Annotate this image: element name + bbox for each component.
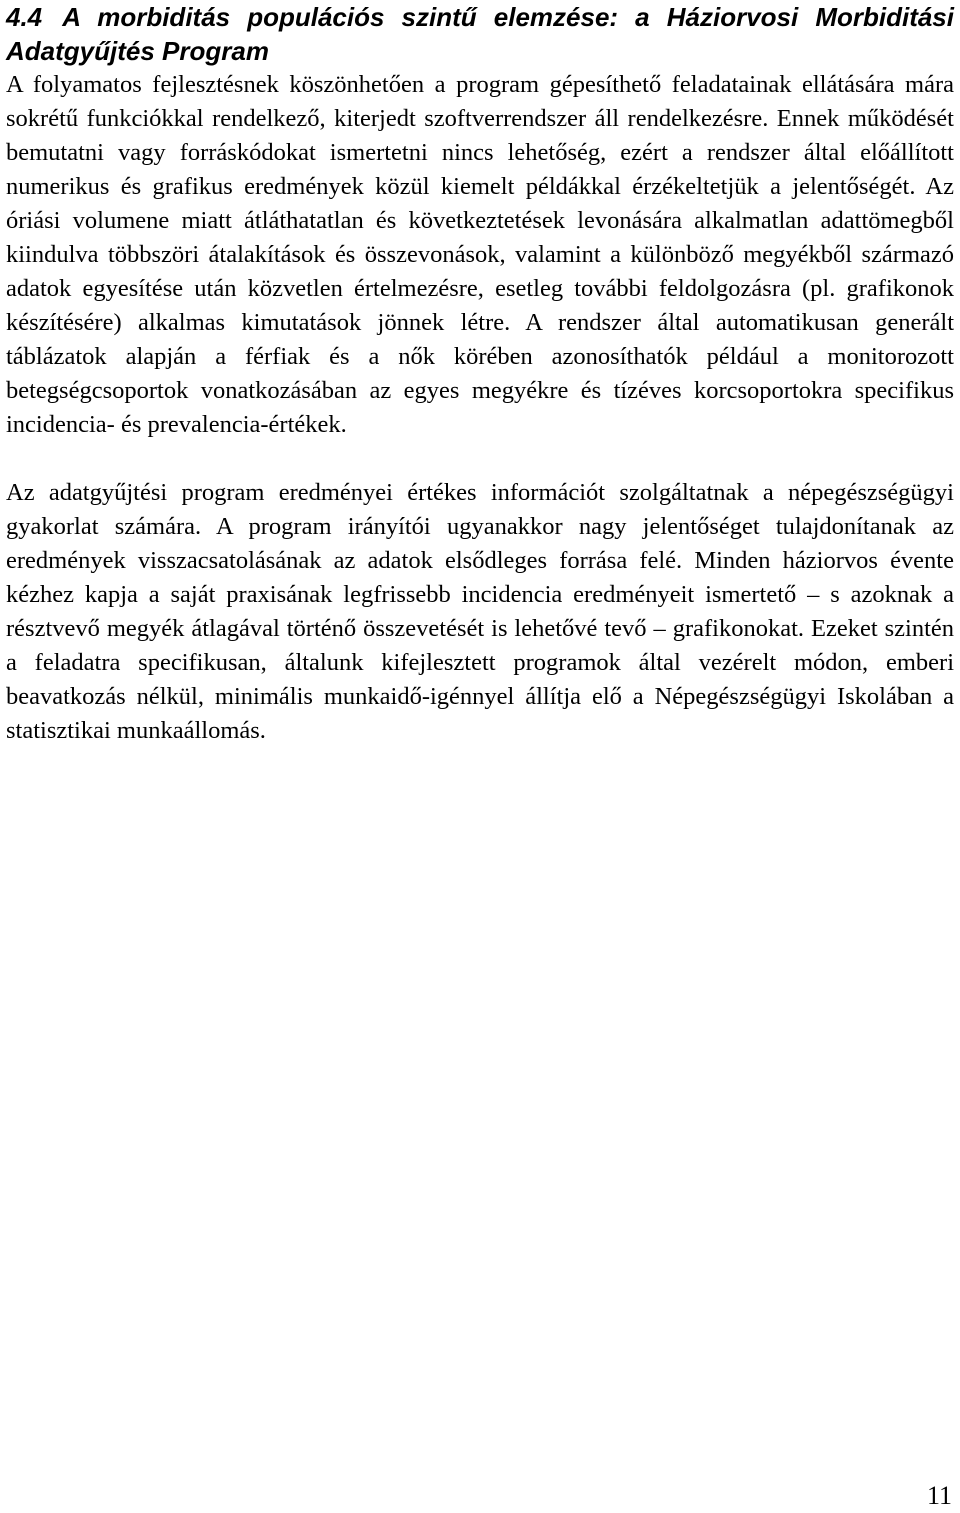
- body-paragraph-1: A folyamatos fejlesztésnek köszönhetően a program gépesíthető feladatainak ellátására mára sokrétű funkciókkal rendelkező, kiterjedt szoftverrendszer áll rendelkezésre. Ennek működését bemutatni vagy forráskódokat ismertetni nincs lehetőség, ezért a rendszer által előállított numerikus és grafikus eredmények közül kiemelt példákkal érzékeltetjük a jelentőségét. Az óriási volumene miatt átláthatatlan és következtetések levonására alkalmatlan adattömegből kiindulva többszöri átalakítások és összevonások, valamint a különböző megyékből származó adatok egyesítése után közvetlen értelmezésre, esetleg további feldolgozásra (pl. grafikonok készítésére) alkalmas kimutatások jönnek létre. A rendszer által automatikusan generált táblázatok alapján a férfiak és a nők körében azonosíthatók például a monitorozott betegségcsoportok vonatkozásában az egyes megyékre és tízéves korcsoportokra specifikus incidencia- és prevalencia-értékek.: [6, 71, 954, 438]
- page-number: 11: [926, 1481, 952, 1510]
- section-heading: [6, 0, 954, 68]
- section-title: A morbiditás populációs szintű elemzése: a Háziorvosi Morbiditási Adatgyűjtés Program: [6, 2, 954, 66]
- body-paragraph-2: Az adatgyűjtési program eredményei értékes információt szolgáltatnak a népegészségügyi gyakorlat számára. A program irányítói ugyanakkor nagy jelentőséget tulajdonítanak az eredmények visszacsatolásának az adatok elsődleges forrása felé. Minden háziorvos évente kézhez kapja a saját praxisának legfrissebb incidencia eredményeit ismertető – s azoknak a résztvevő megyék átlagával történő összevetését is lehetővé tevő – grafikonokat. Ezeket szintén a feladatra specifikusan, általunk kifejlesztett programok által vezérelt módon, emberi beavatkozás nélkül, minimális munkaidő-igénnyel állítja elő a Népegészségügyi Iskolában a statisztikai munkaállomás.: [6, 479, 954, 744]
- section-number: 4.4: [6, 2, 43, 32]
- document-page: [6, 0, 954, 748]
